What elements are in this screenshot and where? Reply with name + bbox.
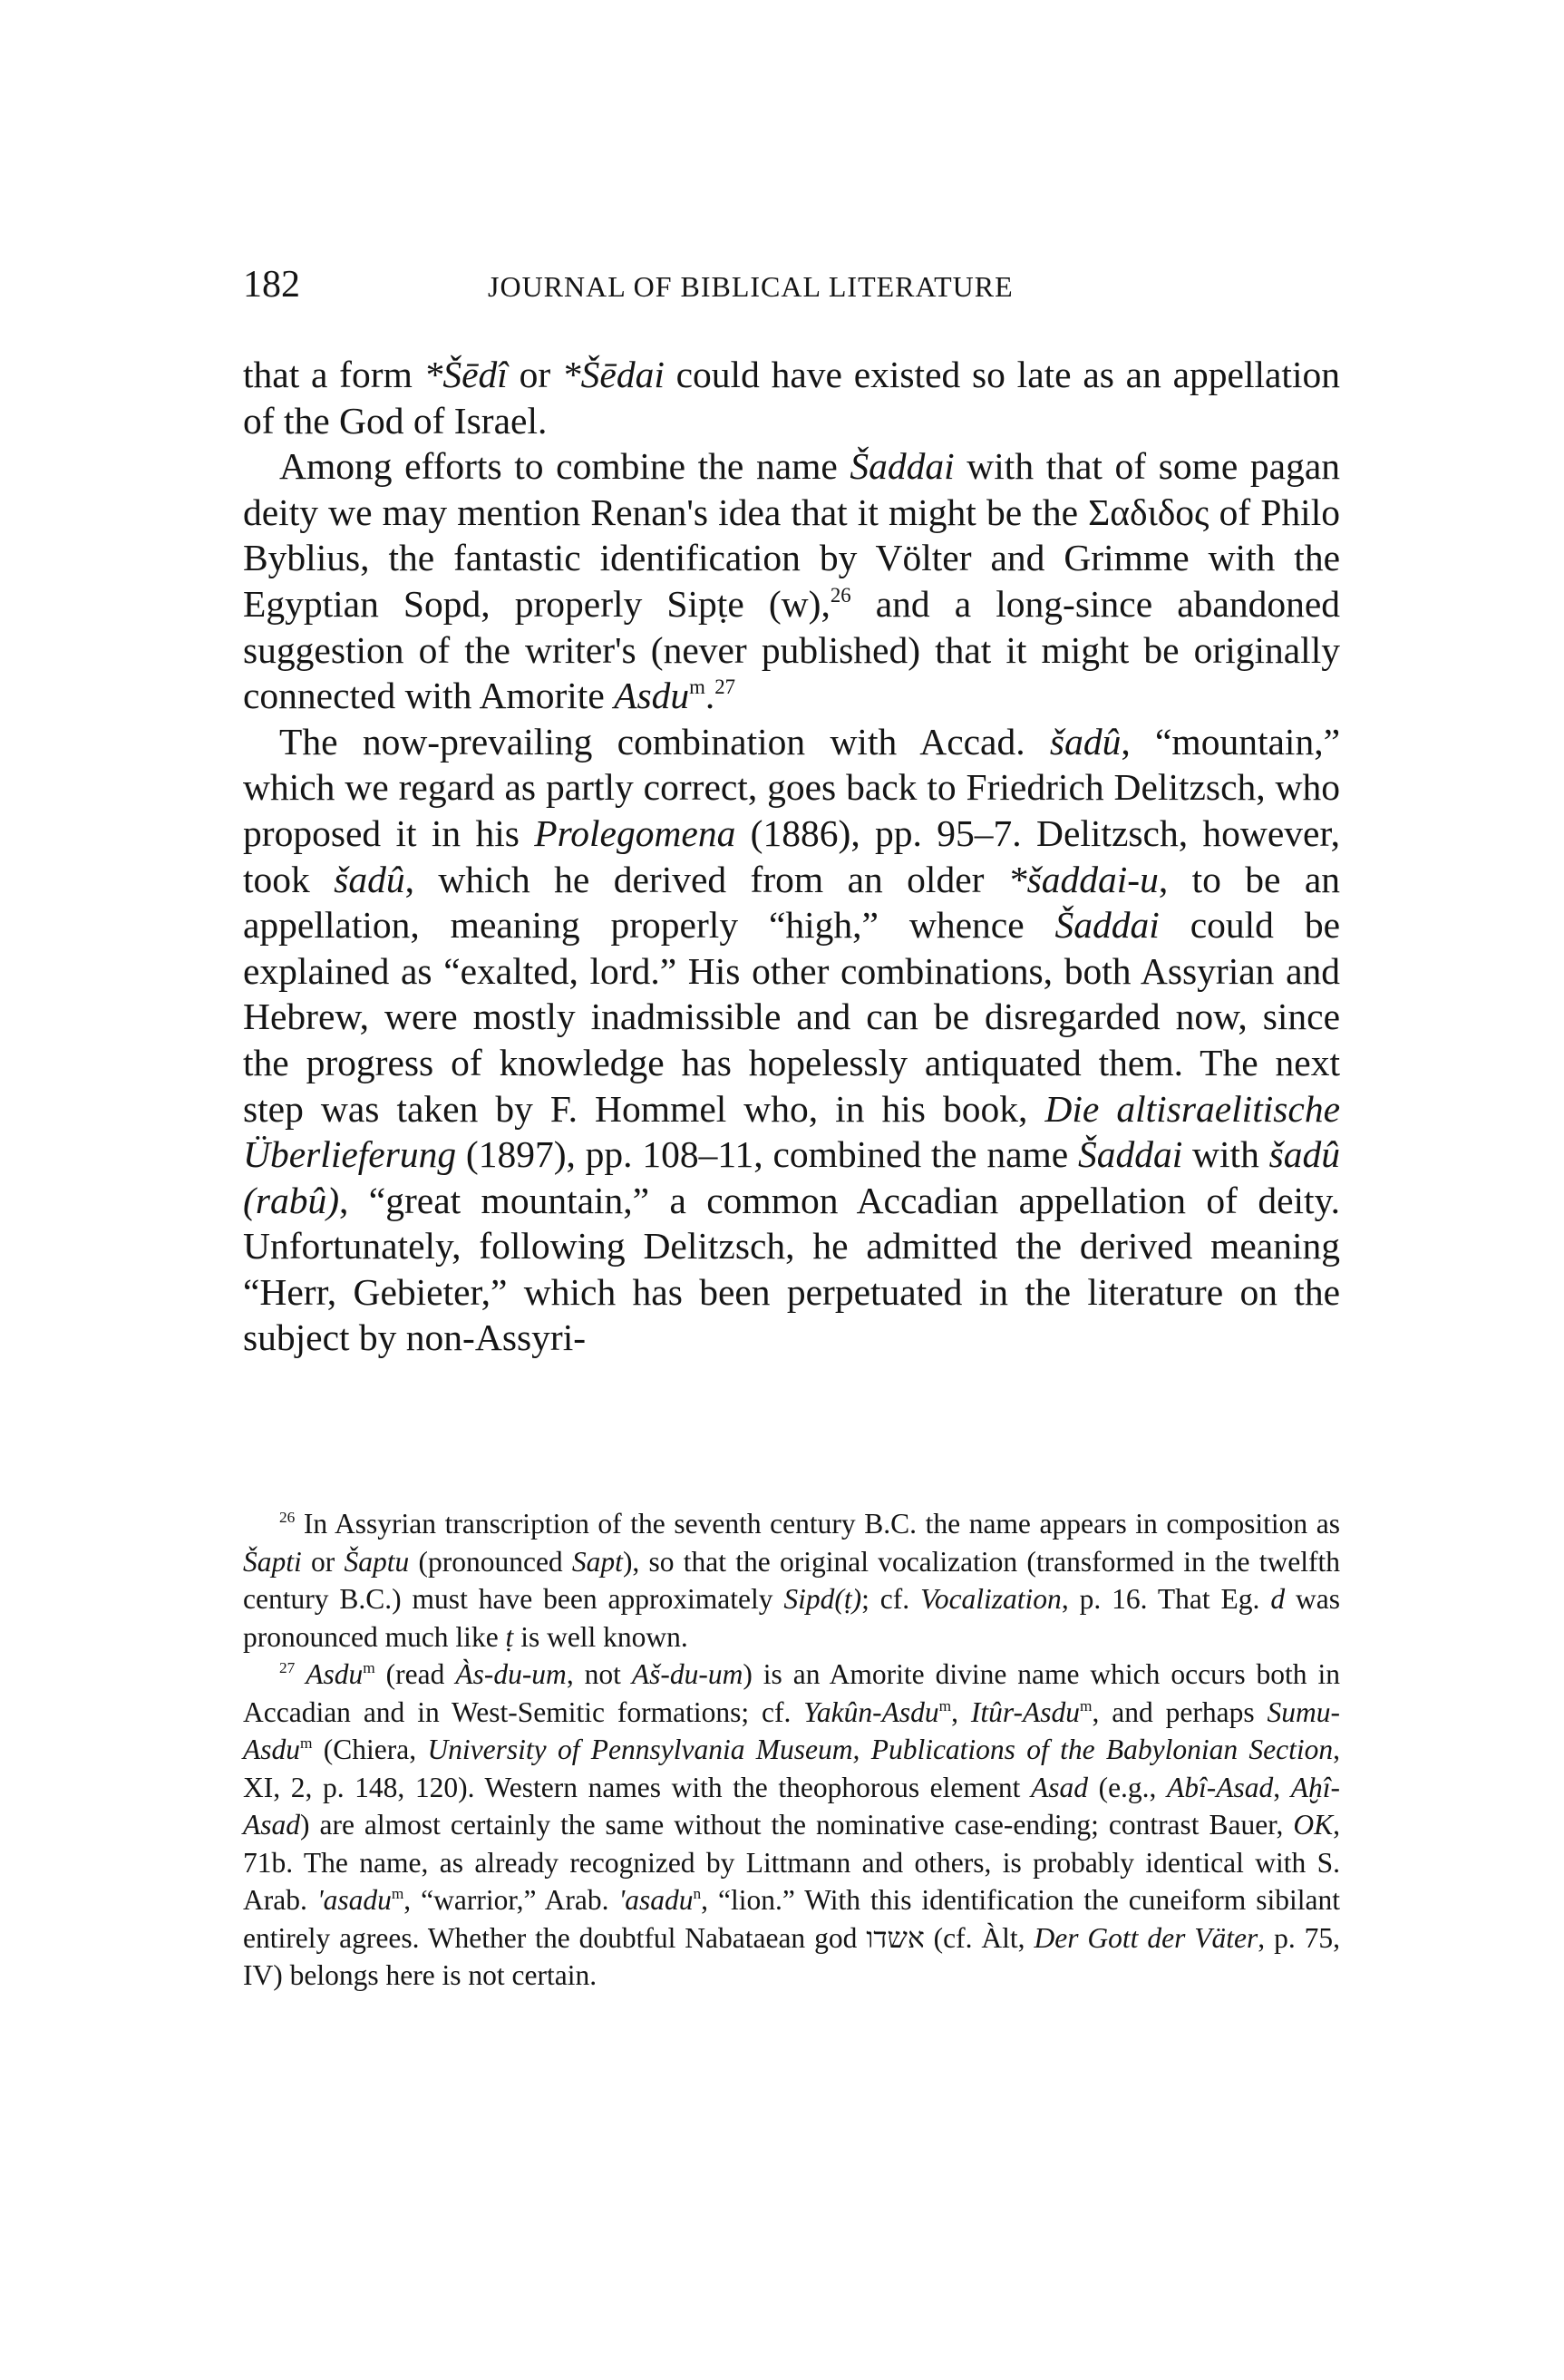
page-number: 182 <box>243 264 300 306</box>
paragraph-3: The now-prevailing combination with Accad. šadû, “mountain,” which we regard as partly correct, goes back to Friedrich Delitzsch, who proposed it in his Prolegomena (1886), pp. 95–7. Delitzsch, however, took šadû, which he derived from an older *šaddai-u, to be an appellation, meaning properly “high,” whence Šaddai could be explained as “exalted, lord.” His other combinations, both Assyrian and Hebrew, were mostly inadmissible and can be disregarded now, since the progress of knowledge has hopelessly antiquated them. The next step was taken by F. Hommel who, in his book, Die altisraelitische Überlieferung (1897), pp. 108–11, combined the name Šaddai with šadû (rabû), “great mountain,” a common Accadian appellation of deity. Unfortunately, following Delitzsch, he admitted the derived meaning “Herr, Gebieter,” which has been perpetuated in the literature on the subject by non-Assyri- <box>243 720 1341 1359</box>
footnote-27: $^{27}$ Asdu$^m$ (read Às-du-um, not Aš-du-um) is an Amorite divine name which occurs both in Accadian and in West-Semitic formations; cf. Yakûn-Asdu$^m$, Itûr-Asdu$^m$, and perhaps Sumu-Asdu$^m$ (Chiera, University of Pennsylvania Museum, Publications of the Babylonian Section, XI, 2, p. 148, 120). Western names with the theophorous element Asad (e.g., Abî-Asad, Aḫî-Asad) are almost certainly the same without the nominative case-ending; contrast Bauer, OK, 71b. The name, as already recognized by Littmann and others, is probably identical with S. Arab. 'asadu$^m$, “warrior,” Arab. 'asadu$^n$, “lion.” With this identification the cuneiform sibilant entirely agrees. Whether the doubtful Nabataean god אשדו (cf. Àlt, Der Gott der Väter, p. 75, IV) belongs here is not certain. <box>243 1658 1341 1991</box>
hebrew-word: אשדו <box>866 1921 925 1954</box>
paragraph-2: Among efforts to combine the name Šaddai with that of some pagan deity we may mention Renan's idea that it might be the Σαδιδος of Philo Byblius, the fantastic identification by Völter and Grimme with the Egyptian Sopd, properly Sipṭe (w),$^{26}$ and a long-since abandoned suggestion of the writer's (never published) that it might be originally connected with Amorite Asdu$^m$.$^{27}$ <box>243 445 1341 717</box>
paragraph-1: that a form *Šēdî or *Šēdai could have existed so late as an appellation of the God of Israel. <box>243 354 1340 442</box>
footnote-ref-26[interactable]: 26 <box>830 584 851 607</box>
page-header <box>243 263 1349 308</box>
footnote-ref-27[interactable]: 27 <box>714 675 736 699</box>
body-text <box>243 352 1340 1361</box>
footnotes <box>243 1505 1340 1995</box>
running-head: JOURNAL OF BIBLICAL LITERATURE <box>488 270 1014 303</box>
footnote-26: $^{26}$ In Assyrian transcription of the seventh century B.C. the name appears in composition as Šapti or Šaptu (pronounced Sapt), so that the original vocalization (transformed in the twelfth century B.C.) must have been approximately Sipd(ṭ); cf. Vocalization, p. 16. That Eg. d was pronounced much like ṭ is well known. <box>243 1508 1340 1653</box>
